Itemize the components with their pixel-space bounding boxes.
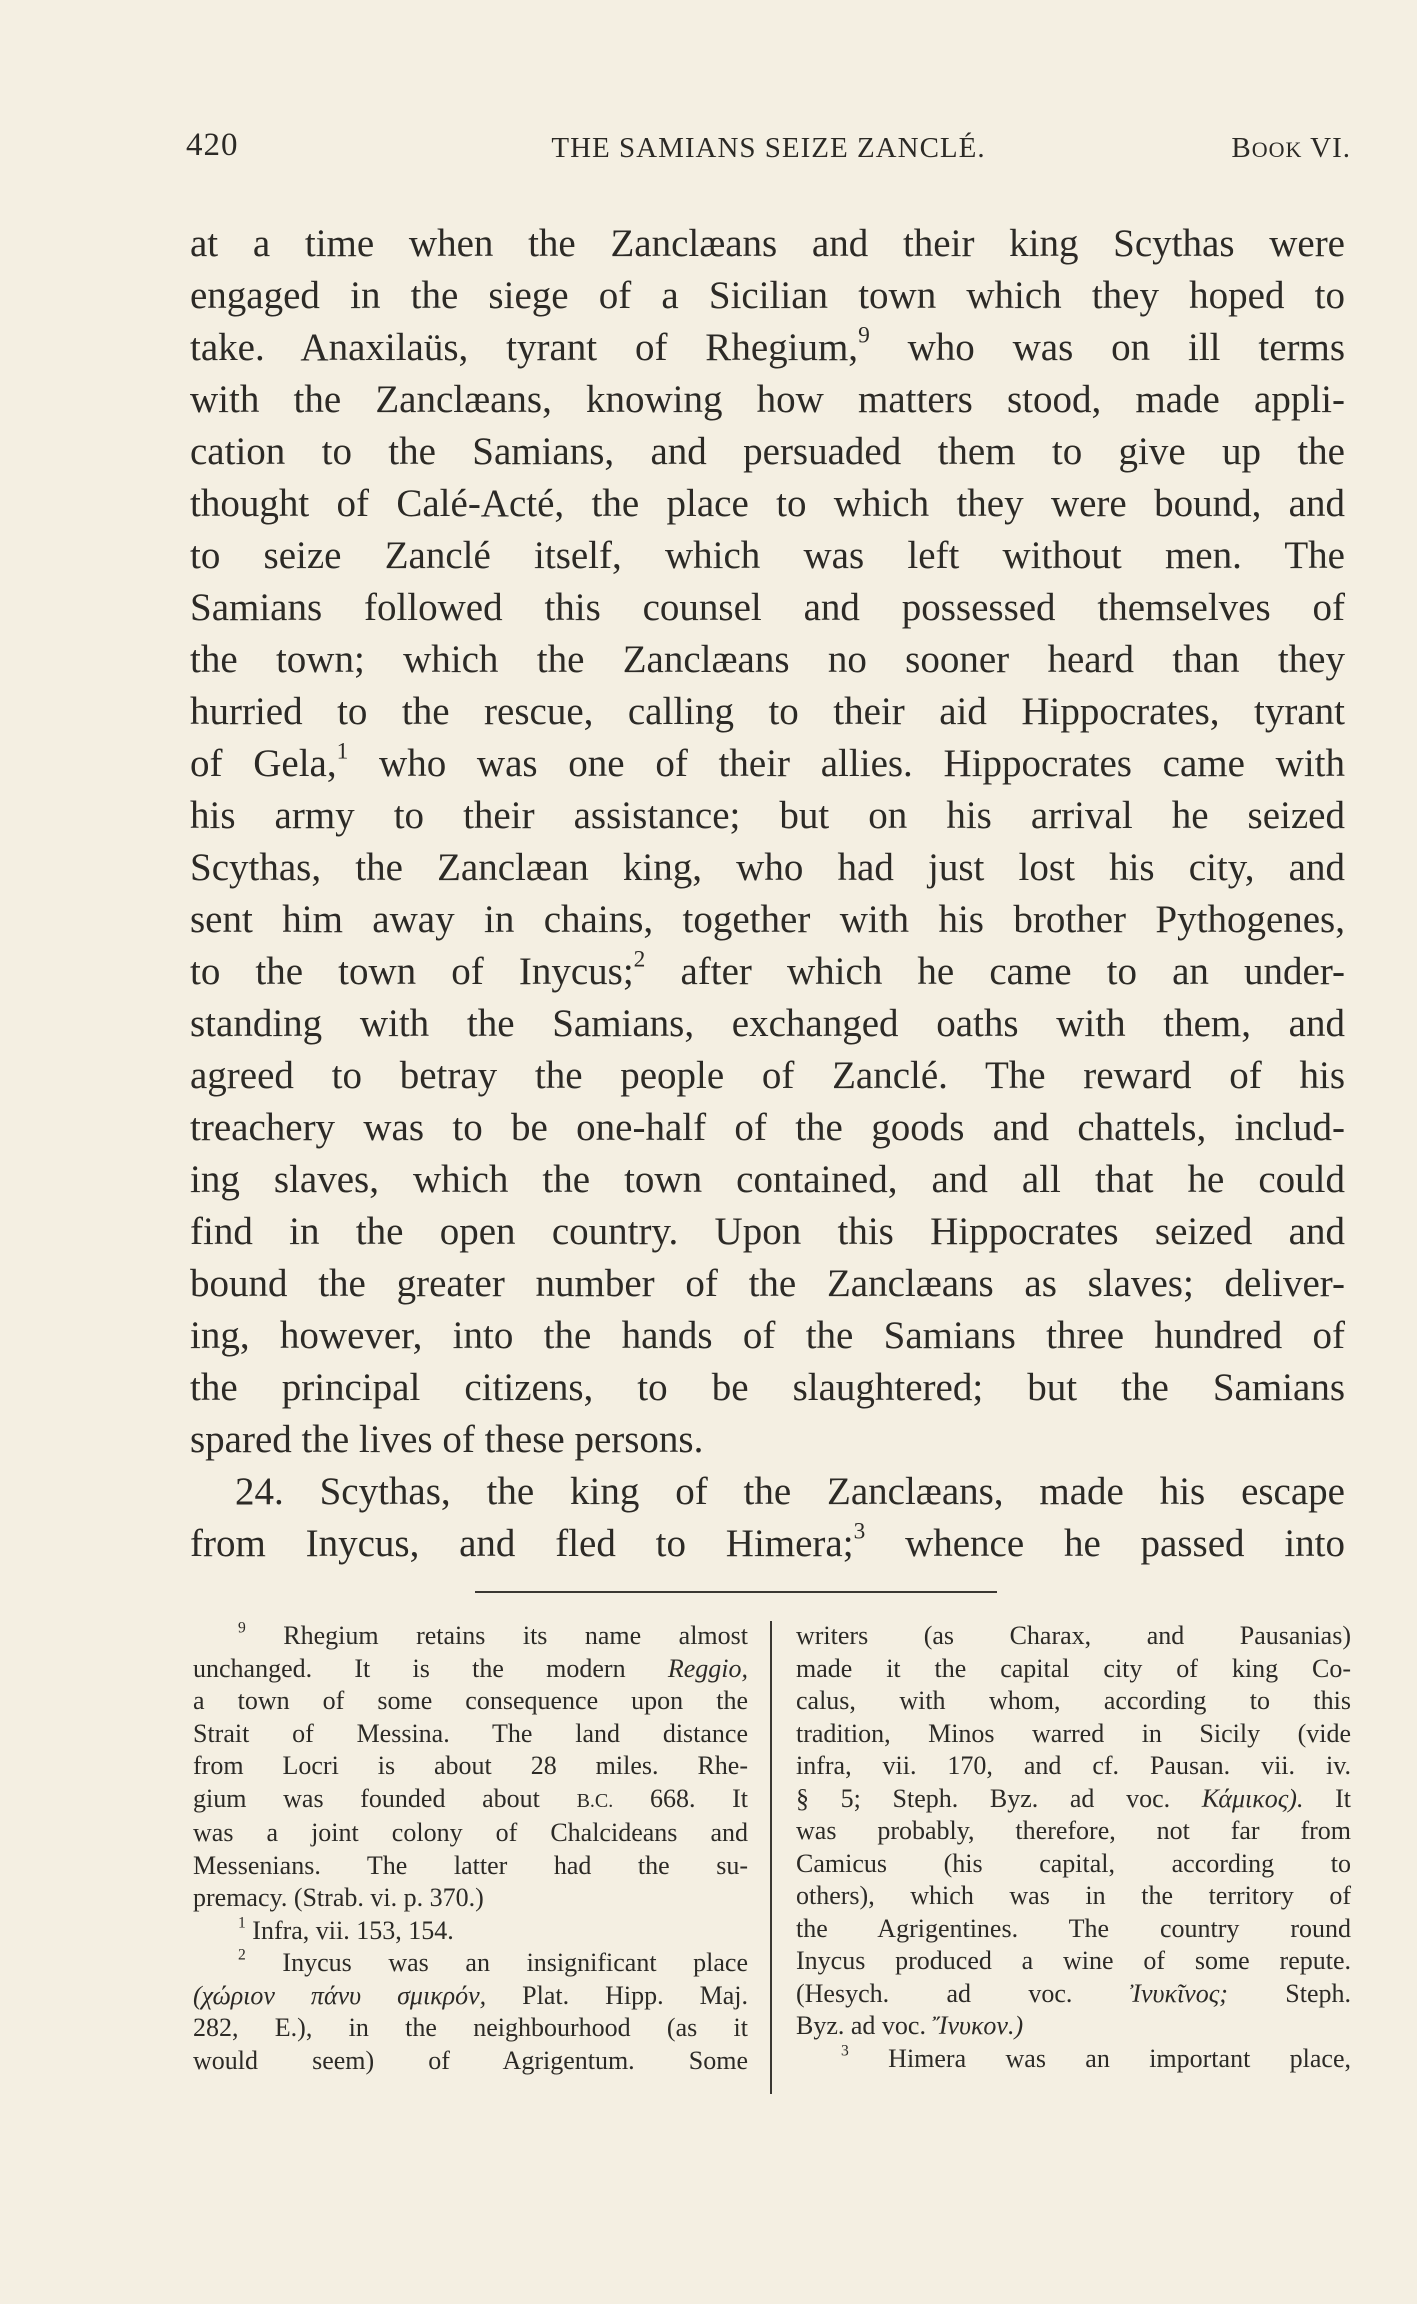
running-header — [186, 127, 1351, 173]
main-text — [190, 218, 1345, 1570]
book-label: BOOK VI. — [1231, 132, 1351, 164]
text-line: at a time when the Zanclæans and their king Scythas were — [190, 222, 1345, 265]
text-line: cation to the Samians, and persuaded them to give up the — [190, 430, 1345, 473]
footnote-line: § 5; Steph. Byz. ad voc. Κάμικος). It — [796, 1783, 1351, 1813]
footnote-line: tradition, Minos warred in Sicily (vide — [796, 1718, 1351, 1748]
footnote-line: Strait of Messina. The land distance — [193, 1718, 748, 1748]
footnote-line: made it the capital city of king Co- — [796, 1653, 1351, 1683]
footnote-line: a town of some consequence upon the — [193, 1686, 748, 1715]
text-line: from Inycus, and fled to Himera;$^3$ whence he passed into — [190, 1518, 1345, 1565]
footnote-line: writers (as Charax, and Pausanias) — [796, 1621, 1351, 1650]
text-line: to the town of Inycus;$^2$ after which he came to an under- — [190, 946, 1346, 993]
text-line: take. Anaxilaüs, tyrant of Rhegium,$^9$ who was on ill terms — [190, 322, 1346, 369]
footnote-line: (χώριον πάνυ σμικρόν, Plat. Hipp. Maj. — [193, 1980, 748, 2010]
text-line: bound the greater number of the Zanclæans as slaves; deliver- — [190, 1262, 1345, 1305]
text-line: his army to their assistance; but on his arrival he seized — [190, 794, 1345, 837]
text-line: Samians followed this counsel and possessed themselves of — [190, 586, 1345, 629]
footnote-separator — [475, 1591, 997, 1593]
text-line: to seize Zanclé itself, which was left without men. The — [190, 534, 1345, 577]
text-line: find in the open country. Upon this Hippocrates seized and — [190, 1210, 1345, 1253]
footnote-column-divider — [770, 1621, 772, 2094]
footnote-line: 282, E.), in the neighbourhood (as it — [193, 2013, 748, 2042]
text-line: spared the lives of these persons. — [190, 1418, 704, 1461]
text-line: the town; which the Zanclæans no sooner heard than they — [190, 638, 1345, 681]
text-line: standing with the Samians, exchanged oaths with them, and — [190, 1002, 1345, 1045]
footnote-3-line: $^3$ Himera was an important place, — [841, 2041, 1352, 2073]
footnote-line: the Agrigentines. The country round — [796, 1913, 1351, 1943]
text-line: treachery was to be one-half of the goods and chattels, includ- — [190, 1106, 1345, 1149]
text-line: the principal citizens, to be slaughtered; but the Samians — [190, 1366, 1345, 1409]
footnote-line: Messenians. The latter had the su- — [193, 1850, 748, 1880]
footnote-line: Byz. ad voc. Ἴνυκον.) — [796, 2011, 1024, 2040]
section-start-line: 24. Scythas, the king of the Zanclæans, made his escape — [235, 1470, 1345, 1513]
footnote-line: Camicus (his capital, according to — [796, 1848, 1351, 1878]
footnote-line: calus, with whom, according to this — [796, 1686, 1351, 1715]
footnote-line: unchanged. It is the modern Reggio, — [193, 1653, 749, 1683]
text-line: Scythas, the Zanclæan king, who had just lost his city, and — [190, 846, 1345, 889]
footnote-line: infra, vii. 170, and cf. Pausan. vii. iv. — [796, 1751, 1351, 1780]
footnote-line: (Hesych. ad voc. Ἰνυκῖνος; Steph. — [796, 1978, 1352, 2008]
footnote-ref: 1 — [336, 738, 349, 765]
footnote-line: gium was founded about B.C. 668. It — [193, 1783, 749, 1813]
footnotes-right-column — [796, 1620, 1351, 2075]
footnote-line: was probably, therefore, not far from — [796, 1816, 1351, 1845]
text-line: ing slaves, which the town contained, and all that he could — [190, 1158, 1345, 1201]
text-line: sent him away in chains, together with his brother Pythogenes, — [190, 898, 1345, 941]
text-line: of Gela,$^1$ who was one of their allies. Hippocrates came with — [190, 738, 1346, 785]
footnote-line: others), which was in the territory of — [796, 1881, 1351, 1910]
text-line: hurried to the rescue, calling to their aid Hippocrates, tyrant — [190, 690, 1345, 733]
page-number: 420 — [186, 127, 239, 163]
text-line: thought of Calé-Acté, the place to which they were bound, and — [190, 482, 1345, 525]
footnote-line: Inycus produced a wine of some repute. — [796, 1946, 1351, 1975]
footnote-1-line: $^1$ Infra, vii. 153, 154. — [238, 1913, 454, 1945]
footnote-line: from Locri is about 28 miles. Rhe- — [193, 1751, 748, 1780]
text-line: ing, however, into the hands of the Samians three hundred of — [190, 1314, 1345, 1357]
text-line: engaged in the siege of a Sicilian town which they hoped to — [190, 274, 1345, 317]
footnote-line: would seem) of Agrigentum. Some — [193, 2045, 748, 2075]
footnote-ref: 9 — [858, 322, 870, 349]
running-title: THE SAMIANS SEIZE ZANCLÉ. — [551, 132, 986, 164]
footnote-line: premacy. (Strab. vi. p. 370.) — [193, 1883, 484, 1912]
footnote-ref: 2 — [633, 946, 646, 973]
footnote-ref: 3 — [853, 1518, 866, 1545]
footnote-9-line: $^9$ Rhegium retains its name almost — [238, 1619, 748, 1650]
footnote-2-line: $^2$ Inycus was an insignificant place — [238, 1946, 749, 1977]
text-line: with the Zanclæans, knowing how matters stood, made appli- — [190, 378, 1345, 421]
footnote-line: was a joint colony of Chalcideans and — [193, 1818, 748, 1847]
text-line: agreed to betray the people of Zanclé. The reward of his — [190, 1054, 1345, 1097]
footnotes-left-column — [193, 1620, 748, 2077]
